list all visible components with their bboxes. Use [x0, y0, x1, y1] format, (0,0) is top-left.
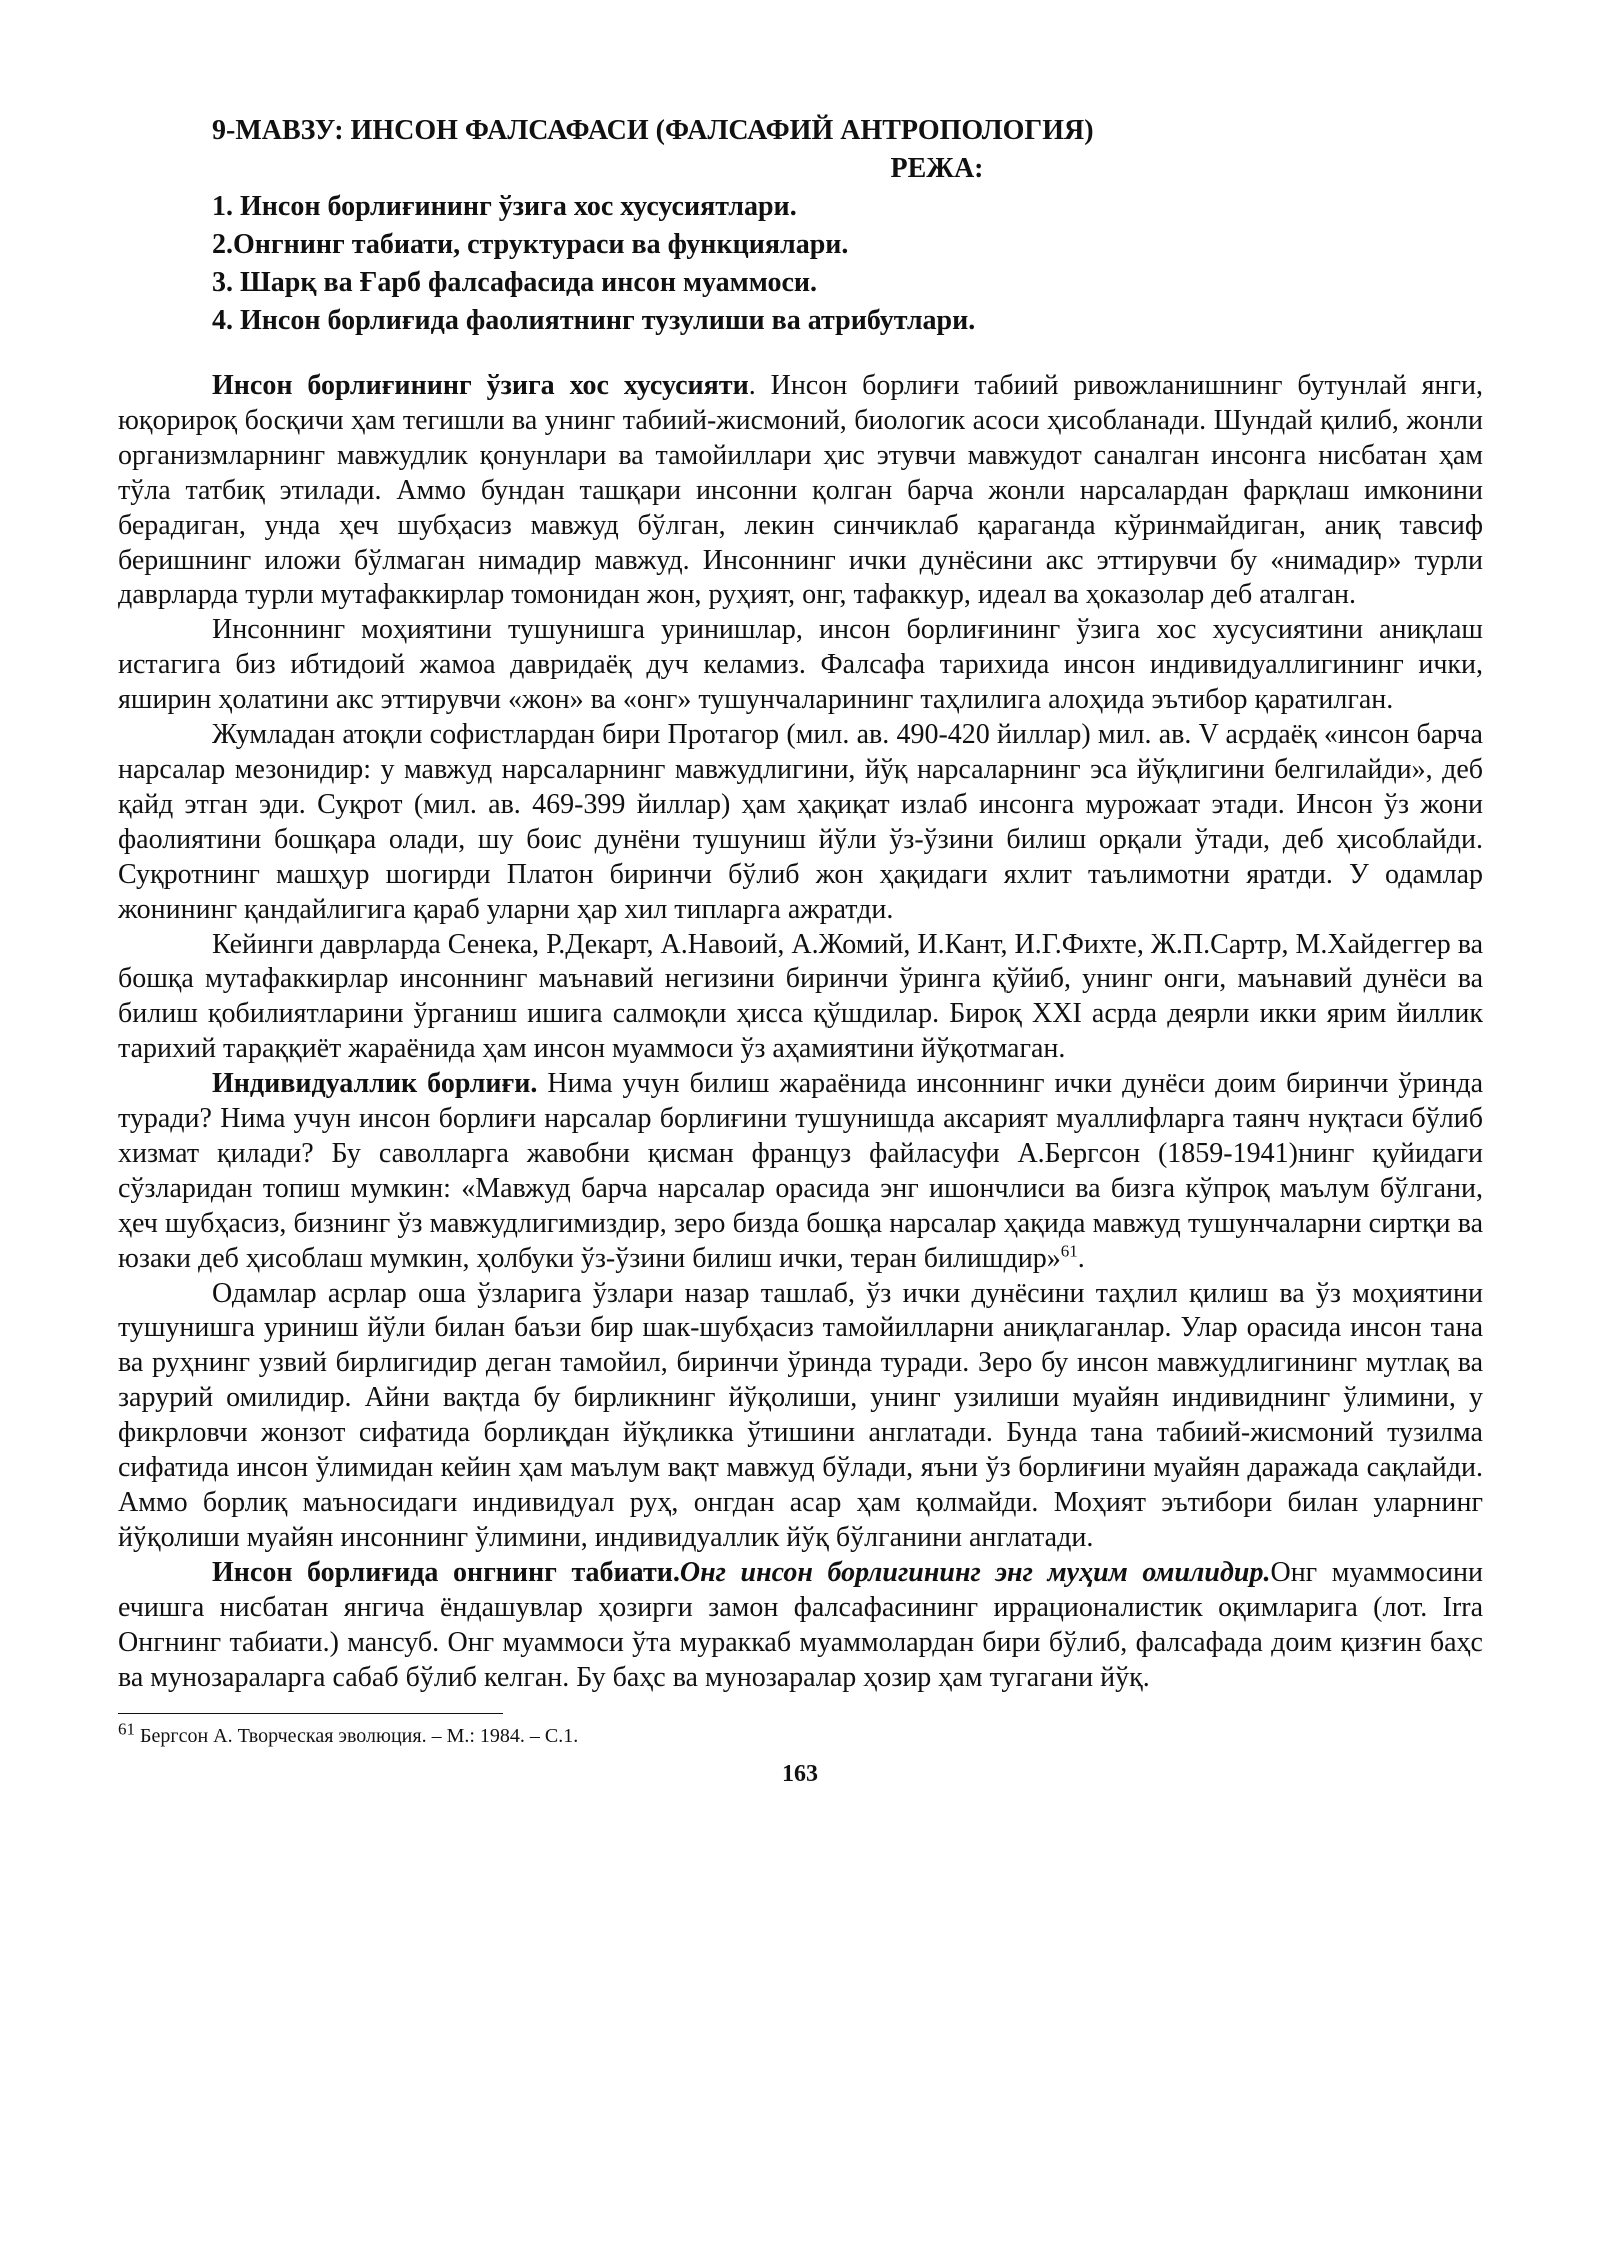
- footnote-reference[interactable]: 61: [1060, 1241, 1078, 1261]
- footnote-text: Бергсон А. Творческая эволюция. – М.: 1984. – С.1.: [135, 1725, 579, 1747]
- footnote-divider: [118, 1713, 503, 1714]
- paragraph-individuality: [118, 1067, 1483, 1276]
- paragraph-essence: [118, 613, 1483, 718]
- paragraph-text: Инсоннинг моҳиятини тушунишга уринишлар, инсон борлиғининг ўзига хос хусусиятини аниқлаш истагига биз ибтидоий жамоа давридаёқ дуч келамиз. Фалсафа тарихида инсон индивидуаллигининг ички, яширин ҳолатини акс эттирувчи «жон» ва «онг» тушунчаларининг таҳлилига алоҳида эътибор қаратилган.: [118, 614, 1483, 716]
- plan-item-2: 2.Онгнинг табиати, структураси ва функциялари.: [212, 229, 849, 260]
- topic-title: 9-МАВЗУ: ИНСОН ФАЛСАФАСИ (ФАЛСАФИЙ АНТРОПОЛОГИЯ): [212, 115, 1094, 146]
- paragraph-text: Одамлар асрлар оша ўзларига ўзлари назар ташлаб, ўз ички дунёсини таҳлил қилиш ва ўз моҳиятини тушунишга уриниш йўли билан баъзи бир шак-шубҳасиз тамойилларни аниқлаганлар. Улар орасида инсон тана ва руҳнинг узвий бирлигидир деган тамойил, биринчи ўринда туради. Зеро бу инсон мавжудлигининг мутлақ ва зарурий омилидир. Айни вақтда бу бирликнинг йўқолиши, унинг узилиши муайян индивиднинг ўлимини, у фикрловчи жонзот сифатида борлиқдан йўқликка ўтишини англатади. Бунда тана табиий-жисмоний тузилма сифатида инсон ўлимидан кейин ҳам маълум вақт мавжуд бўлади, яъни ўз борлиғини муайян даражада сақлайди. Аммо борлиқ маъносидаги индивидуал руҳ, онгдан асар ҳам қолмайди. Моҳият эътибори билан уларнинг йўқолиши муайян инсоннинг ўлимини, индивидуаллик йўқ бўлганини англатади.: [118, 1277, 1483, 1553]
- page-number: 163: [782, 1761, 818, 1787]
- section-heading-uniqueness: Инсон борлиғининг ўзига хос хусусияти: [212, 370, 749, 401]
- emphasis-text: Онг инсон борлигининг энг муҳим омилидир.: [679, 1556, 1271, 1588]
- paragraph-later-thinkers: [118, 928, 1483, 1068]
- paragraph-text: . Инсон борлиғи табиий ривожланишнинг бутунлай янги, юқорироқ босқичи ҳам тегишли ва унинг табиий-жисмоний, биологик асоси ҳисобланади. Шундай қилиб, жонли организмларнинг мавжудлик қонунлари ва тамойиллари ҳис этувчи мавжудот саналган инсонга нисбатан ҳам тўла татбиқ этилади. Аммо бундан ташқари инсонни қолган барча жонли нарсалардан фарқлаш имконини берадиган, унда ҳеч шубҳасиз мавжуд бўлган, лекин синчиклаб қараганда кўринмайдиган, аниқ тавсиф беришнинг иложи бўлмаган нимадир мавжуд. Инсоннинг ички дунёсини акс эттирувчи бу «нимадир» турли даврларда турли мутафаккирлар томонидан жон, руҳият, онг, тафаккур, идеал ва ҳоказолар деб аталган.: [118, 370, 1483, 611]
- paragraph-text: Кейинги даврларда Сенека, Р.Декарт, А.Навоий, А.Жомий, И.Кант, И.Г.Фихте, Ж.П.Сартр, М.Хайдеггер ва бошқа мутафаккирлар инсоннинг маънавий негизини биринчи ўринга қўйиб, унинг онги, маънавий дунёси ва билиш қобилиятларини ўрганиш ишига салмоқли ҳисса қўшдилар. Бироқ XXI асрда деярли икки ярим йиллик тарихий тараққиёт жараёнида ҳам инсон муаммоси ўз аҳамиятини йўқотмаган.: [118, 928, 1483, 1065]
- plan-item-3: 3. Шарқ ва Ғарб фалсафасида инсон муаммоси.: [212, 267, 818, 298]
- footnote: [118, 1719, 579, 1749]
- topic-header: [212, 112, 1412, 340]
- plan-item-1: 1. Инсон борлиғининг ўзига хос хусусиятлари.: [212, 191, 797, 222]
- paragraph-tail: .: [1077, 1242, 1085, 1274]
- paragraph-consciousness: [118, 1556, 1483, 1696]
- paragraph-text: Нима учун билиш жараёнида инсоннинг ички дунёси доим биринчи ўринда туради? Нима учун инсон борлиғи нарсалар борлиғини тушунишда аксарият муаллифларга таянч нуқтаси бўлиб хизмат қилади? Бу саволларга жавобни қисман француз файласуфи А.Бергсон (1859-1941)нинг қуйидаги сўзларидан топиш мумкин: «Мавжуд барча нарсалар орасида энг ишончлиси ва бизга кўпроқ маълум бўлгани, ҳеч шубҳасиз, бизнинг ўз мавжудлигимиздир, зеро бизда бошқа нарсалар ҳақида мавжуд тушунчаларни сиртқи ва юзаки деб ҳисоблаш мумкин, ҳолбуки ўз-ўзини билиш ички, теран билишдир»: [118, 1068, 1483, 1274]
- body-text: [118, 369, 1483, 1695]
- footnote-number: 61: [118, 1719, 135, 1739]
- paragraph-body-soul: [118, 1277, 1483, 1556]
- paragraph-text: Жумладан атоқли софистлардан бири Протагор (мил. ав. 490-420 йиллар) мил. ав. V асрдаёқ «инсон барча нарсалар мезонидир: у мавжуд нарсаларнинг мавжудлигини, йўқ нарсаларнинг эса йўқлигини белгилайди», деб қайд этган эди. Суқрот (мил. ав. 469-399 йиллар) ҳам ҳақиқат излаб инсонга мурожаат этади. Инсон ўз жони фаолиятини бошқара олади, шу боис дунёни тушуниш йўли ўз-ўзини билиш орқали ўтади, деб ҳисоблайди. Суқротнинг машҳур шогирди Платон биринчи бўлиб жон ҳақидаги яхлит таълимотни яратди. У одамлар жонининг қандайлигига қараб уларни ҳар хил типларга ажратди.: [118, 719, 1483, 925]
- paragraph-text: Онг муаммосини ечишга нисбатан янгича ёндашувлар ҳозирги замон фалсафасининг иррационалистик оқимларига (лот. Irra Онгнинг табиати.) мансуб. Онг муаммоси ўта мураккаб муаммолардан бири бўлиб, фалсафада доим қизғин баҳс ва мунозараларга сабаб бўлиб келган. Бу баҳс ва мунозаралар ҳозир ҳам тугагани йўқ.: [118, 1556, 1484, 1693]
- section-heading-individuality: Индивидуаллик борлиғи.: [212, 1068, 538, 1100]
- plan-item-4: 4. Инсон борлиғида фаолиятнинг тузулиши ва атрибутлари.: [212, 305, 976, 336]
- paragraph-protagoras: [118, 718, 1483, 927]
- plan-heading: РЕЖА:: [890, 153, 984, 184]
- paragraph-uniqueness: [118, 369, 1483, 613]
- section-heading-consciousness: Инсон борлиғида онгнинг табиати.: [212, 1556, 680, 1588]
